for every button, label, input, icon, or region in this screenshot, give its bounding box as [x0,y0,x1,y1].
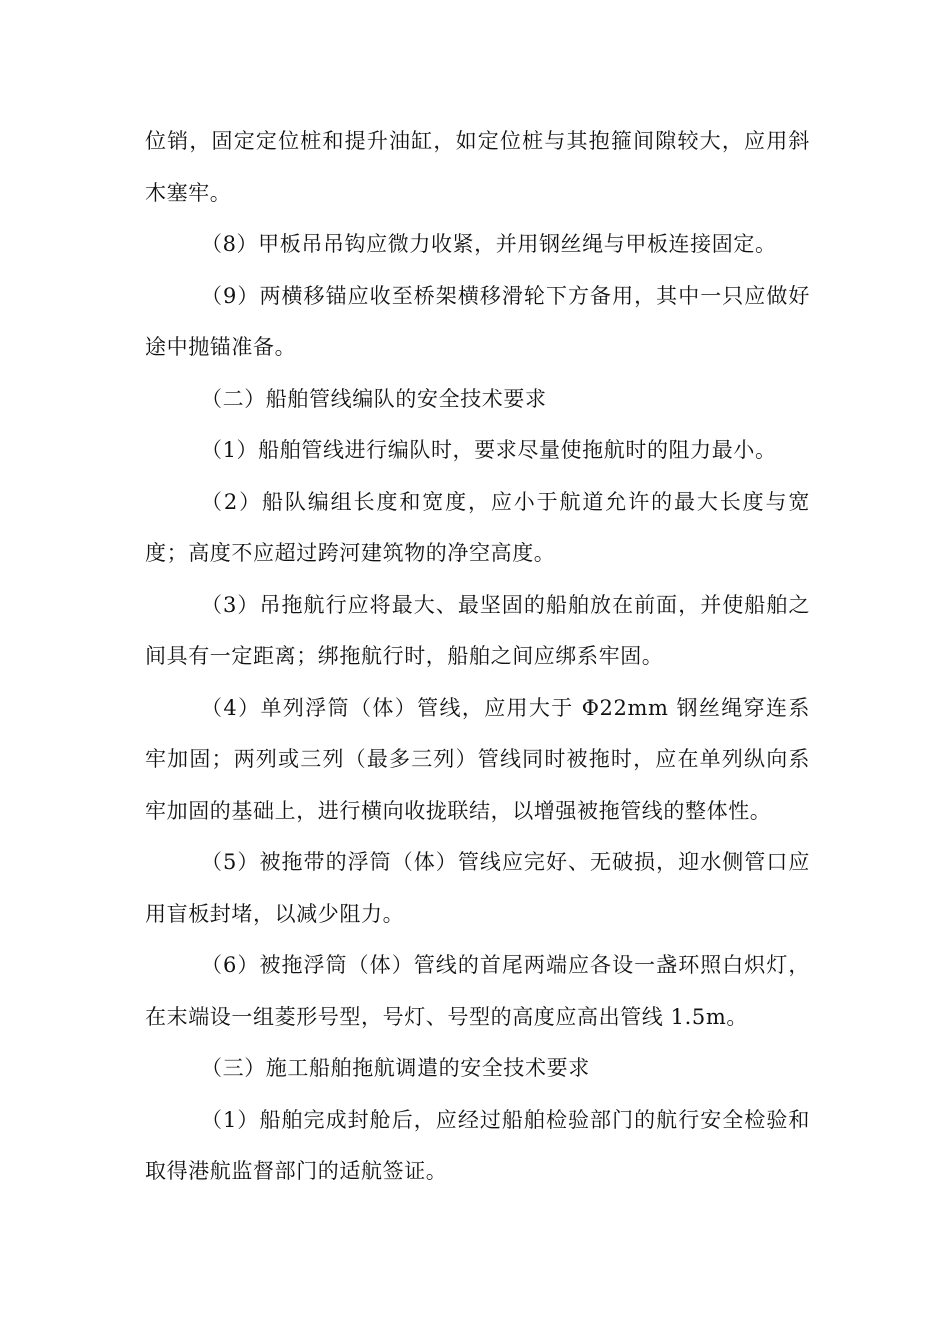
paragraph-2-5: （5）被拖带的浮筒（体）管线应完好、无破损，迎水侧管口应用盲板封堵，以减少阻力。 [145,850,810,926]
section-heading-2: （二）船舶管线编队的安全技术要求 [201,386,547,411]
paragraph-2-2: （2）船队编组长度和宽度，应小于航道允许的最大长度与宽度；高度不应超过跨河建筑物的净空高度。 [145,489,810,565]
paragraph-2-3: （3）吊拖航行应将最大、最坚固的船舶放在前面，并使船舶之间具有一定距离；绑拖航行时，船舶之间应绑系牢固。 [145,592,810,668]
paragraph-item-9: （9）两横移锚应收至桥架横移滑轮下方备用，其中一只应做好途中抛锚准备。 [145,283,810,359]
paragraph-item-8: （8）甲板吊吊钩应微力收紧，并用钢丝绳与甲板连接固定。 [201,232,777,256]
paragraph-2-4: （4）单列浮筒（体）管线，应用大于 Φ22mm 钢丝绳穿连系牢加固；两列或三列（最多三列）管线同时被拖时，应在单列纵向系牢加固的基础上，进行横向收拢联结，以增强被拖管线的整体性。 [145,695,810,823]
document-body [145,116,810,1198]
paragraph-2-1: （1）船舶管线进行编队时，要求尽量使拖航时的阻力最小。 [201,438,777,462]
paragraph-continued: 位销，固定定位桩和提升油缸，如定位桩与其抱箍间隙较大，应用斜木塞牢。 [145,129,810,205]
paragraph-3-1: （1）船舶完成封舱后，应经过船舶检验部门的航行安全检验和取得港航监督部门的适航签证。 [145,1107,810,1183]
section-heading-3: （三）施工船舶拖航调遣的安全技术要求 [201,1056,590,1080]
paragraph-2-6: （6）被拖浮筒（体）管线的首尾两端应各设一盏环照白炽灯，在末端设一组菱形号型，号灯、号型的高度应高出管线 1.5m。 [145,953,810,1029]
